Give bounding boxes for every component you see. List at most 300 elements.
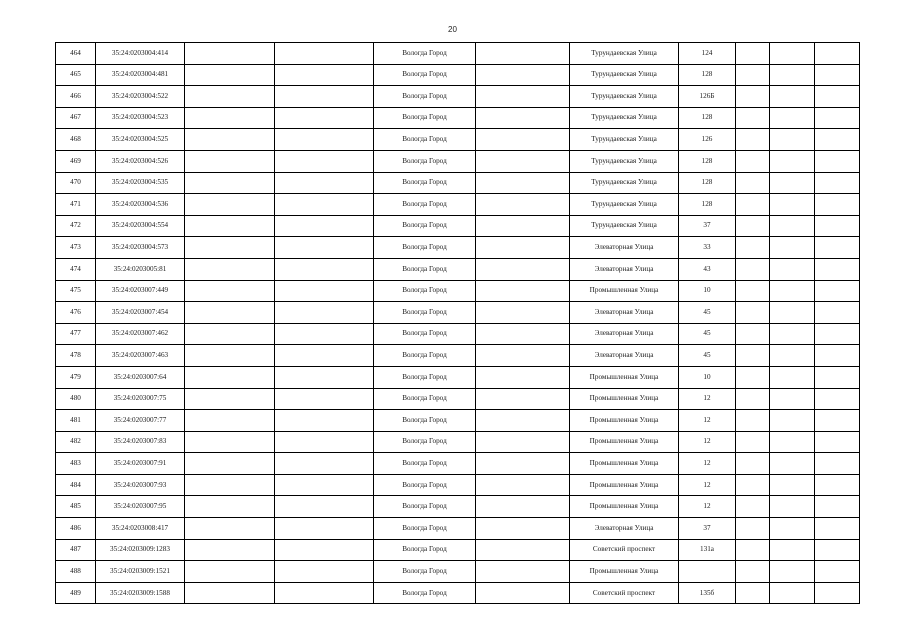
table-row [56, 388, 860, 410]
empty-cell [185, 582, 275, 604]
empty-cell [185, 388, 275, 410]
table-row [56, 64, 860, 86]
empty-cell [185, 215, 275, 237]
table-row [56, 172, 860, 194]
row-number-cell: 468 [56, 129, 96, 151]
table-row [56, 129, 860, 151]
row-number-cell: 467 [56, 107, 96, 129]
street-cell: Элеваторная Улица [570, 345, 679, 367]
empty-cell [185, 431, 275, 453]
empty-cell [736, 150, 770, 172]
empty-cell [815, 539, 860, 561]
table-row [56, 366, 860, 388]
row-number-cell: 465 [56, 64, 96, 86]
street-cell: Промышленная Улица [570, 410, 679, 432]
table-row [56, 107, 860, 129]
empty-cell [770, 194, 815, 216]
cadastral-number-cell: 35:24:0203007:454 [96, 302, 185, 324]
row-number-cell: 472 [56, 215, 96, 237]
empty-cell [815, 86, 860, 108]
house-number-cell: 12 [679, 431, 736, 453]
empty-cell [736, 129, 770, 151]
street-cell: Промышленная Улица [570, 280, 679, 302]
empty-cell [815, 561, 860, 583]
empty-cell [736, 258, 770, 280]
page-number: 20 [448, 25, 457, 34]
empty-cell [185, 518, 275, 540]
empty-cell [185, 107, 275, 129]
empty-cell [815, 43, 860, 65]
table-row [56, 518, 860, 540]
empty-cell [815, 258, 860, 280]
empty-cell [736, 561, 770, 583]
empty-cell [476, 237, 570, 259]
empty-cell [185, 302, 275, 324]
empty-cell [476, 302, 570, 324]
locality-cell: Вологда Город [374, 518, 476, 540]
house-number-cell: 128 [679, 64, 736, 86]
row-number-cell: 484 [56, 474, 96, 496]
locality-cell: Вологда Город [374, 410, 476, 432]
street-cell: Турундаевская Улица [570, 107, 679, 129]
row-number-cell: 481 [56, 410, 96, 432]
cadastral-number-cell: 35:24:0203007:77 [96, 410, 185, 432]
locality-cell: Вологда Город [374, 474, 476, 496]
empty-cell [815, 345, 860, 367]
house-number-cell: 12 [679, 496, 736, 518]
house-number-cell: 10 [679, 280, 736, 302]
table-row [56, 150, 860, 172]
row-number-cell: 480 [56, 388, 96, 410]
empty-cell [185, 43, 275, 65]
street-cell: Промышленная Улица [570, 453, 679, 475]
empty-cell [185, 150, 275, 172]
empty-cell [736, 410, 770, 432]
cadastral-number-cell: 35:24:0203004:535 [96, 172, 185, 194]
locality-cell: Вологда Город [374, 43, 476, 65]
empty-cell [770, 215, 815, 237]
locality-cell: Вологда Город [374, 582, 476, 604]
street-cell: Элеваторная Улица [570, 237, 679, 259]
registry-table [55, 42, 860, 604]
empty-cell [770, 474, 815, 496]
empty-cell [770, 582, 815, 604]
cadastral-number-cell: 35:24:0203007:91 [96, 453, 185, 475]
empty-cell [476, 172, 570, 194]
cadastral-number-cell: 35:24:0203009:1588 [96, 582, 185, 604]
table-row [56, 410, 860, 432]
empty-cell [770, 366, 815, 388]
row-number-cell: 486 [56, 518, 96, 540]
row-number-cell: 487 [56, 539, 96, 561]
empty-cell [476, 258, 570, 280]
empty-cell [476, 496, 570, 518]
row-number-cell: 471 [56, 194, 96, 216]
house-number-cell: 33 [679, 237, 736, 259]
house-number-cell: 45 [679, 323, 736, 345]
empty-cell [476, 323, 570, 345]
empty-cell [736, 345, 770, 367]
empty-cell [770, 561, 815, 583]
empty-cell [476, 366, 570, 388]
empty-cell [736, 539, 770, 561]
locality-cell: Вологда Город [374, 453, 476, 475]
empty-cell [815, 366, 860, 388]
empty-cell [736, 86, 770, 108]
row-number-cell: 483 [56, 453, 96, 475]
empty-cell [275, 323, 374, 345]
empty-cell [275, 518, 374, 540]
empty-cell [736, 474, 770, 496]
empty-cell [815, 431, 860, 453]
empty-cell [770, 172, 815, 194]
locality-cell: Вологда Город [374, 107, 476, 129]
house-number-cell: 126 [679, 129, 736, 151]
empty-cell [275, 86, 374, 108]
empty-cell [770, 302, 815, 324]
empty-cell [476, 86, 570, 108]
street-cell: Турундаевская Улица [570, 150, 679, 172]
empty-cell [770, 453, 815, 475]
empty-cell [770, 323, 815, 345]
empty-cell [815, 280, 860, 302]
empty-cell [476, 194, 570, 216]
cadastral-number-cell: 35:24:0203008:417 [96, 518, 185, 540]
empty-cell [185, 194, 275, 216]
empty-cell [770, 518, 815, 540]
cadastral-number-cell: 35:24:0203004:414 [96, 43, 185, 65]
empty-cell [736, 518, 770, 540]
empty-cell [736, 453, 770, 475]
house-number-cell: 43 [679, 258, 736, 280]
empty-cell [275, 539, 374, 561]
cadastral-number-cell: 35:24:0203007:463 [96, 345, 185, 367]
row-number-cell: 464 [56, 43, 96, 65]
empty-cell [770, 237, 815, 259]
street-cell: Промышленная Улица [570, 561, 679, 583]
row-number-cell: 469 [56, 150, 96, 172]
empty-cell [736, 323, 770, 345]
empty-cell [815, 215, 860, 237]
empty-cell [770, 129, 815, 151]
empty-cell [770, 431, 815, 453]
cadastral-number-cell: 35:24:0203007:95 [96, 496, 185, 518]
locality-cell: Вологда Город [374, 150, 476, 172]
empty-cell [476, 410, 570, 432]
empty-cell [275, 388, 374, 410]
empty-cell [736, 194, 770, 216]
empty-cell [815, 518, 860, 540]
empty-cell [476, 388, 570, 410]
cadastral-number-cell: 35:24:0203007:449 [96, 280, 185, 302]
locality-cell: Вологда Город [374, 366, 476, 388]
empty-cell [770, 107, 815, 129]
street-cell: Турундаевская Улица [570, 43, 679, 65]
empty-cell [185, 237, 275, 259]
empty-cell [476, 518, 570, 540]
empty-cell [275, 215, 374, 237]
cadastral-number-cell: 35:24:0203004:526 [96, 150, 185, 172]
cadastral-number-cell: 35:24:0203007:83 [96, 431, 185, 453]
locality-cell: Вологда Город [374, 194, 476, 216]
empty-cell [185, 64, 275, 86]
empty-cell [815, 150, 860, 172]
empty-cell [185, 474, 275, 496]
registry-table-body [56, 43, 860, 604]
locality-cell: Вологда Город [374, 129, 476, 151]
empty-cell [476, 43, 570, 65]
street-cell: Турундаевская Улица [570, 172, 679, 194]
empty-cell [815, 453, 860, 475]
house-number-cell: 45 [679, 302, 736, 324]
table-row [56, 237, 860, 259]
empty-cell [275, 561, 374, 583]
empty-cell [476, 129, 570, 151]
empty-cell [736, 280, 770, 302]
empty-cell [185, 496, 275, 518]
empty-cell [736, 388, 770, 410]
street-cell: Элеваторная Улица [570, 258, 679, 280]
house-number-cell: 12 [679, 474, 736, 496]
table-row [56, 539, 860, 561]
empty-cell [770, 86, 815, 108]
empty-cell [815, 107, 860, 129]
empty-cell [815, 194, 860, 216]
street-cell: Турундаевская Улица [570, 86, 679, 108]
row-number-cell: 479 [56, 366, 96, 388]
cadastral-number-cell: 35:24:0203004:481 [96, 64, 185, 86]
house-number-cell: 131а [679, 539, 736, 561]
table-row [56, 582, 860, 604]
locality-cell: Вологда Город [374, 172, 476, 194]
locality-cell: Вологда Город [374, 345, 476, 367]
empty-cell [275, 280, 374, 302]
cadastral-number-cell: 35:24:0203004:573 [96, 237, 185, 259]
house-number-cell: 124 [679, 43, 736, 65]
house-number-cell: 10 [679, 366, 736, 388]
empty-cell [476, 539, 570, 561]
empty-cell [275, 172, 374, 194]
empty-cell [736, 302, 770, 324]
row-number-cell: 473 [56, 237, 96, 259]
empty-cell [275, 302, 374, 324]
cadastral-number-cell: 35:24:0203005:81 [96, 258, 185, 280]
house-number-cell [679, 561, 736, 583]
cadastral-number-cell: 35:24:0203007:462 [96, 323, 185, 345]
street-cell: Элеваторная Улица [570, 518, 679, 540]
cadastral-number-cell: 35:24:0203007:93 [96, 474, 185, 496]
house-number-cell: 128 [679, 194, 736, 216]
empty-cell [770, 258, 815, 280]
locality-cell: Вологда Город [374, 280, 476, 302]
empty-cell [275, 107, 374, 129]
row-number-cell: 489 [56, 582, 96, 604]
cadastral-number-cell: 35:24:0203009:1521 [96, 561, 185, 583]
street-cell: Элеваторная Улица [570, 323, 679, 345]
empty-cell [476, 431, 570, 453]
row-number-cell: 474 [56, 258, 96, 280]
locality-cell: Вологда Город [374, 86, 476, 108]
empty-cell [275, 345, 374, 367]
empty-cell [476, 215, 570, 237]
locality-cell: Вологда Город [374, 302, 476, 324]
empty-cell [815, 64, 860, 86]
row-number-cell: 488 [56, 561, 96, 583]
locality-cell: Вологда Город [374, 561, 476, 583]
empty-cell [815, 496, 860, 518]
cadastral-number-cell: 35:24:0203007:64 [96, 366, 185, 388]
empty-cell [815, 388, 860, 410]
empty-cell [815, 582, 860, 604]
empty-cell [770, 410, 815, 432]
house-number-cell: 128 [679, 150, 736, 172]
street-cell: Элеваторная Улица [570, 302, 679, 324]
empty-cell [815, 302, 860, 324]
locality-cell: Вологда Город [374, 496, 476, 518]
house-number-cell: 45 [679, 345, 736, 367]
empty-cell [815, 410, 860, 432]
empty-cell [275, 366, 374, 388]
street-cell: Промышленная Улица [570, 388, 679, 410]
house-number-cell: 128 [679, 172, 736, 194]
street-cell: Турундаевская Улица [570, 215, 679, 237]
cadastral-number-cell: 35:24:0203009:1283 [96, 539, 185, 561]
empty-cell [185, 453, 275, 475]
locality-cell: Вологда Город [374, 388, 476, 410]
house-number-cell: 37 [679, 518, 736, 540]
empty-cell [185, 86, 275, 108]
empty-cell [476, 345, 570, 367]
row-number-cell: 470 [56, 172, 96, 194]
house-number-cell: 12 [679, 410, 736, 432]
empty-cell [476, 107, 570, 129]
empty-cell [185, 561, 275, 583]
table-row [56, 194, 860, 216]
empty-cell [185, 345, 275, 367]
empty-cell [476, 453, 570, 475]
empty-cell [736, 64, 770, 86]
empty-cell [275, 194, 374, 216]
house-number-cell: 12 [679, 453, 736, 475]
street-cell: Промышленная Улица [570, 474, 679, 496]
empty-cell [185, 410, 275, 432]
empty-cell [736, 431, 770, 453]
locality-cell: Вологда Город [374, 431, 476, 453]
table-row [56, 496, 860, 518]
table-row [56, 258, 860, 280]
empty-cell [736, 582, 770, 604]
locality-cell: Вологда Город [374, 64, 476, 86]
empty-cell [770, 280, 815, 302]
empty-cell [476, 582, 570, 604]
empty-cell [275, 474, 374, 496]
empty-cell [275, 453, 374, 475]
empty-cell [185, 280, 275, 302]
empty-cell [736, 237, 770, 259]
empty-cell [476, 474, 570, 496]
table-row [56, 561, 860, 583]
empty-cell [275, 258, 374, 280]
row-number-cell: 485 [56, 496, 96, 518]
empty-cell [736, 107, 770, 129]
street-cell: Промышленная Улица [570, 496, 679, 518]
empty-cell [275, 129, 374, 151]
empty-cell [275, 410, 374, 432]
empty-cell [275, 496, 374, 518]
locality-cell: Вологда Город [374, 237, 476, 259]
locality-cell: Вологда Город [374, 323, 476, 345]
street-cell: Советский проспект [570, 582, 679, 604]
row-number-cell: 476 [56, 302, 96, 324]
empty-cell [275, 431, 374, 453]
empty-cell [736, 496, 770, 518]
table-row [56, 302, 860, 324]
street-cell: Турундаевская Улица [570, 194, 679, 216]
row-number-cell: 475 [56, 280, 96, 302]
empty-cell [476, 64, 570, 86]
street-cell: Промышленная Улица [570, 431, 679, 453]
table-row [56, 280, 860, 302]
street-cell: Турундаевская Улица [570, 129, 679, 151]
table-row [56, 323, 860, 345]
empty-cell [770, 345, 815, 367]
row-number-cell: 478 [56, 345, 96, 367]
row-number-cell: 482 [56, 431, 96, 453]
empty-cell [476, 561, 570, 583]
row-number-cell: 466 [56, 86, 96, 108]
empty-cell [185, 129, 275, 151]
empty-cell [770, 496, 815, 518]
table-row [56, 345, 860, 367]
empty-cell [736, 172, 770, 194]
empty-cell [185, 172, 275, 194]
empty-cell [815, 474, 860, 496]
locality-cell: Вологда Город [374, 539, 476, 561]
empty-cell [770, 64, 815, 86]
house-number-cell: 126Б [679, 86, 736, 108]
empty-cell [275, 150, 374, 172]
empty-cell [815, 172, 860, 194]
empty-cell [476, 280, 570, 302]
locality-cell: Вологда Город [374, 258, 476, 280]
table-row [56, 431, 860, 453]
empty-cell [770, 43, 815, 65]
empty-cell [815, 323, 860, 345]
empty-cell [275, 43, 374, 65]
empty-cell [770, 150, 815, 172]
empty-cell [185, 323, 275, 345]
empty-cell [770, 388, 815, 410]
empty-cell [736, 43, 770, 65]
empty-cell [275, 582, 374, 604]
cadastral-number-cell: 35:24:0203004:523 [96, 107, 185, 129]
table-row [56, 215, 860, 237]
cadastral-number-cell: 35:24:0203004:525 [96, 129, 185, 151]
empty-cell [815, 237, 860, 259]
table-row [56, 43, 860, 65]
cadastral-number-cell: 35:24:0203007:75 [96, 388, 185, 410]
street-cell: Промышленная Улица [570, 366, 679, 388]
empty-cell [476, 150, 570, 172]
empty-cell [185, 539, 275, 561]
empty-cell [815, 129, 860, 151]
street-cell: Турундаевская Улица [570, 64, 679, 86]
street-cell: Советский проспект [570, 539, 679, 561]
cadastral-number-cell: 35:24:0203004:522 [96, 86, 185, 108]
locality-cell: Вологда Город [374, 215, 476, 237]
row-number-cell: 477 [56, 323, 96, 345]
empty-cell [770, 539, 815, 561]
